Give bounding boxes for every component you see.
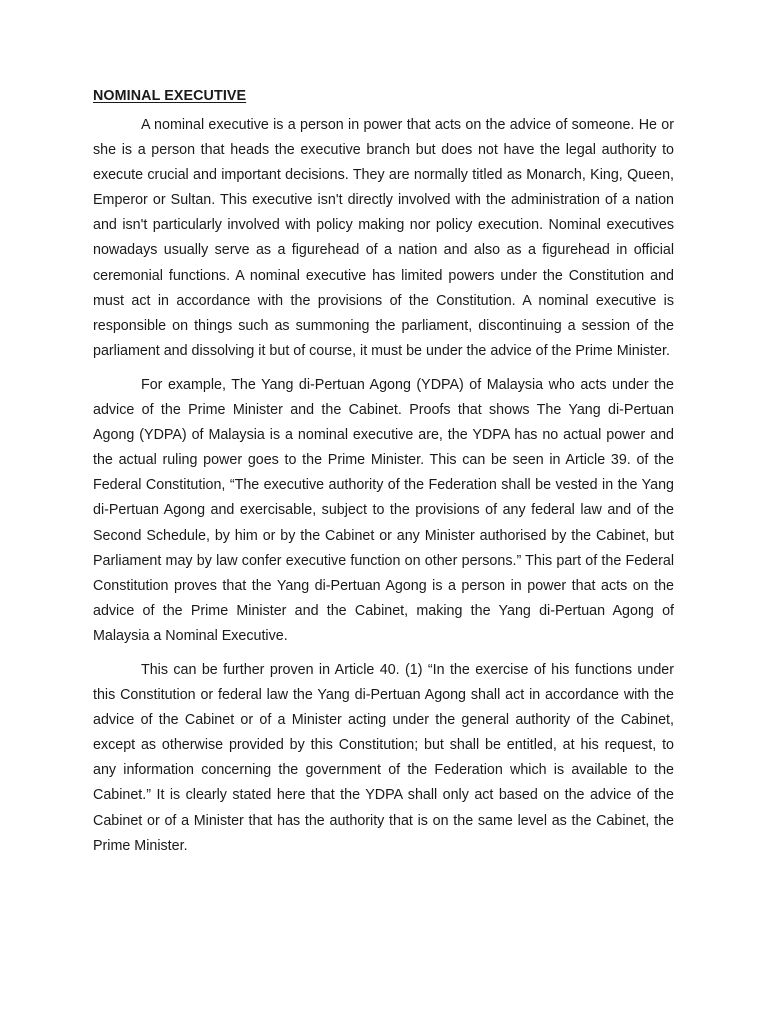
document-title: NOMINAL EXECUTIVE xyxy=(93,88,247,104)
paragraph-3: This can be further proven in Article 40. (1) “In the exercise of his functions under this Constitution or federal law the Yang di-Pertuan Agong shall act in accordance with the advice of the Cabinet or of a Minister acting under the general authority of the Cabinet, except as otherwise provided by this Constitution; but shall be entitled, at his request, to any information concerning the government of the Federation which is available to the Cabinet.” It is clearly stated here that the YDPA shall only act based on the advice of the Cabinet or of a Minister that has the authority that is on the same level as the Cabinet, the Prime Minister. xyxy=(93,661,674,854)
paragraph-2: For example, The Yang di-Pertuan Agong (YDPA) of Malaysia who acts under the advice of the Prime Minister and the Cabinet. Proofs that shows The Yang di-Pertuan Agong (YDPA) of Malaysia is a nominal executive are, the YDPA has no actual power and the actual ruling power goes to the Prime Minister. This can be seen in Article 39. of the Federal Constitution, “The executive authority of the Federation shall be vested in the Yang di-Pertuan Agong and exercisable, subject to the provisions of any federal law and of the Second Schedule, by him or by the Cabinet or any Minister authorised by the Cabinet, but Parliament may by law confer executive function on other persons.” This part of the Federal Constitution proves that the Yang di-Pertuan Agong is a person in power that acts on the advice of the Prime Minister and the Cabinet, making the Yang di-Pertuan Agong of Malaysia a Nominal Executive. xyxy=(93,376,674,644)
document-page xyxy=(93,84,674,868)
paragraph-1: A nominal executive is a person in power that acts on the advice of someone. He or she is a person that heads the executive branch but does not have the legal authority to execute crucial and important decisions. They are normally titled as Monarch, King, Queen, Emperor or Sultan. This executive isn't directly involved with the administration of a nation and isn't particularly involved with policy making nor policy execution. Nominal executives nowadays usually serve as a figurehead of a nation and also as a figurehead in official ceremonial functions. A nominal executive has limited powers under the Constitution and must act in accordance with the provisions of the Constitution. A nominal executive is responsible on things such as summoning the parliament, discontinuing a session of the parliament and dissolving it but of course, it must be under the advice of the Prime Minister. xyxy=(93,117,674,359)
